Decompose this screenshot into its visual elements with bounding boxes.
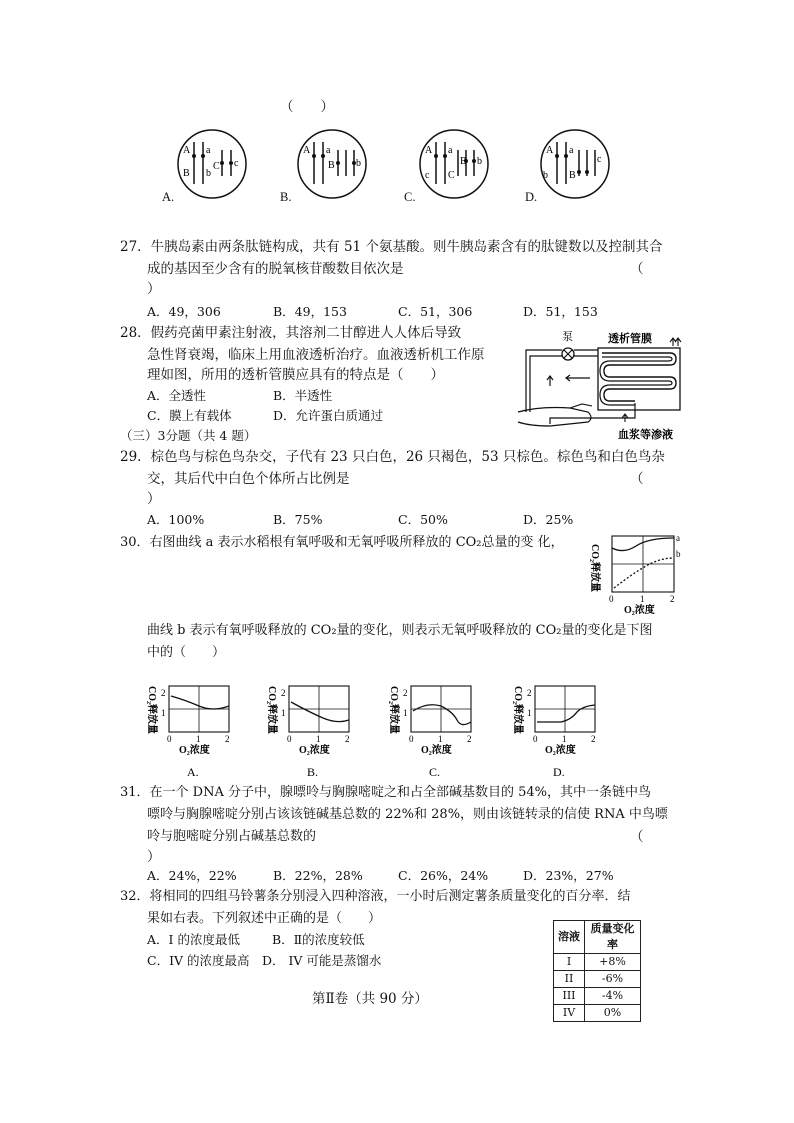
q27-line2: 成的基因至少含有的脱氧核苷酸数目依次是 [147,261,404,277]
q28-option-a: A．全透性 [147,388,207,403]
section-3-header: （三）3分题（共 4 题） [120,428,257,443]
svg-text:O₂浓度: O₂浓度 [179,745,210,756]
svg-text:1: 1 [527,708,532,718]
svg-text:CO₂释放量: CO₂释放量 [388,686,399,734]
q28-option-c: C．膜上有载体 [147,408,232,423]
table-row: I +8% [554,954,641,971]
option-graph-a [146,686,230,779]
cell-a-label-b: b [206,168,211,179]
cell-c-label-c: c [425,170,430,181]
q29-paren-open: （ [630,471,644,487]
q27-option-b: B．49，153 [273,304,347,319]
q28-line2: 急性肾衰竭，临床上用血液透析治疗。血液透析机工作原 [147,347,485,363]
q32-option-a: A．I 的浓度最低 [147,932,240,947]
cell-b-label-B: B [328,160,335,171]
q31-paren-close: ） [147,849,161,865]
q31-option-b: B．22%，28% [273,868,363,883]
opt-a-ylabel: CO₂释放量 [146,686,157,734]
cell-a-label-C: C [213,161,220,172]
cell-c-label-B: B [460,156,467,167]
option-graph-d [512,686,596,779]
svg-text:CO₂释放量: CO₂释放量 [266,686,277,734]
curve-b-label: b [676,549,681,559]
cell-a-label-A: A [183,145,191,156]
cell-a-label-c: c [234,158,239,169]
table-header-row [554,921,641,954]
q26-paren: （ ） [280,99,334,115]
q27-paren-close: ） [147,281,161,297]
q27-option-d: D．51，153 [523,304,598,319]
q27-option-a: A．49，306 [147,304,221,319]
q31-option-c: C．26%，24% [398,868,489,883]
svg-text:1: 1 [161,708,166,718]
main-tick-x1: 1 [640,594,645,604]
cell-d-label-c: c [597,154,602,165]
cell-diagram-b [298,130,366,198]
tube-label: 透析管膜 [608,333,652,345]
cell-a-label-B: B [183,168,190,179]
q30-line3: 中的（ ） [147,645,226,660]
opt-b-label: B. [307,765,319,779]
svg-text:2: 2 [345,734,350,744]
cell-c-label-a: a [448,145,453,156]
cell-c-label-C: C [448,170,455,181]
cell-d-label-a: a [569,145,574,156]
pump-label: 泵 [562,331,573,343]
dialysis-figure [510,326,690,444]
table-header-change: 质量变化率 [585,921,641,954]
svg-text:1: 1 [438,734,443,744]
part-two-heading: 第Ⅱ卷（共 90 分） [312,991,428,1007]
q29-option-d: D．25% [523,512,574,527]
svg-text:0: 0 [167,734,172,744]
svg-text:O₂浓度: O₂浓度 [299,745,330,756]
svg-text:0: 0 [409,734,414,744]
q31-option-a: A．24%，22% [147,868,237,883]
svg-text:O₂浓度: O₂浓度 [545,745,576,756]
cell-b-label-a: a [326,145,331,156]
main-tick-x0: 0 [609,594,614,604]
q28-option-b: B．半透性 [273,388,333,403]
cell-diagram-c [420,130,488,198]
table-row: III -4% [554,988,641,1005]
q28-line3: 理如图，所用的透析管膜应具有的特点是（ ） [147,367,444,383]
main-xlabel: O₂浓度 [624,605,655,616]
cell-d-label-b: b [543,170,548,181]
q31-option-d: D．23%，27% [523,868,614,883]
cell-a-label-a: a [206,145,211,156]
q29-option-a: A．100% [147,512,205,527]
q30-line1: 30．右图曲线 a 表示水稻根有氧呼吸和无氧呼吸所释放的 CO₂总量的变 化， [120,535,564,550]
cell-diagram-d [541,130,609,198]
main-tick-x2: 2 [670,594,675,604]
opt-c-label: C. [429,765,441,779]
q32-option-b: B．Ⅱ的浓度较低 [272,932,365,947]
q27-line1: 27．牛胰岛素由两条肽链构成，共有 51 个氨基酸。则牛胰岛素含有的肽键数以及控制其合 [120,239,663,255]
svg-text:2: 2 [281,688,286,698]
cell-d-label-A: A [546,145,554,156]
liquid-label: 血浆等渗液 [618,429,673,441]
svg-text:1: 1 [562,734,567,744]
q26-cell-diagrams [150,128,620,210]
cell-b-label-A: A [303,145,311,156]
q31-paren-open: （ [630,829,644,845]
table-row: IV 0% [554,1005,641,1022]
table-header-solution: 溶液 [554,921,585,954]
q30-line2: 曲线 b 表示有氧呼吸释放的 CO₂量的变化，则表示无氧呼吸释放的 CO₂量的变化是下图 [147,623,653,638]
q32-result-table [553,920,641,1022]
svg-text:O₂浓度: O₂浓度 [421,745,452,756]
cell-d-label-B: B [569,170,576,181]
curve-a-label: a [676,533,680,543]
option-graph-b [266,686,350,779]
q26-option-c: C. [404,190,416,204]
q30-main-graph [586,530,688,616]
q29-line2: 交，其后代中白色个体所占比例是 [147,471,350,487]
q28-line1: 28．假药亮菌甲素注射液，其溶剂二甘醇进人人体后导致 [120,325,462,341]
q30-option-graphs [145,678,635,782]
option-graph-c [388,686,472,779]
opt-d-label: D. [553,765,565,779]
svg-text:1: 1 [196,734,201,744]
svg-text:1: 1 [316,734,321,744]
q32-line1: 32．将相同的四组马铃薯条分别浸入四种溶液，一小时后测定薯条质量变化的百分率．结 [120,889,631,904]
q29-line1: 29．棕色鸟与棕色鸟杂交，子代有 23 只白色，26 只褐色，53 只棕色。棕色鸟和白色鸟杂 [120,449,665,465]
cell-c-label-b: b [477,156,482,167]
q28-option-d: D．允许蛋白质通过 [273,408,384,423]
svg-text:1: 1 [281,708,286,718]
q31-line1: 31．在一个 DNA 分子中，腺嘌呤与胸腺嘧啶之和占全部碱基数目的 54%，其中一条链中鸟 [120,785,652,800]
svg-text:2: 2 [527,688,532,698]
q26-option-b: B. [280,190,292,204]
cell-c-label-A: A [425,145,433,156]
table-row: II -6% [554,971,641,988]
svg-text:2: 2 [225,734,230,744]
cell-b-label-b: b [356,158,361,169]
q32-line2: 果如右表。下列叙述中正确的是（ ） [147,911,382,926]
svg-text:CO₂释放量: CO₂释放量 [512,686,523,734]
svg-text:1: 1 [403,708,408,718]
opt-a-label: A. [187,765,199,779]
q31-line2: 嘌呤与胸腺嘧啶分别占该该链碱基总数的 22%和 28%，则由该链转录的信使 RNA 中鸟嘌 [147,807,668,822]
svg-text:2: 2 [161,688,166,698]
q29-option-b: B．75% [273,512,323,527]
q31-line3: 呤与胞嘧啶分别占碱基总数的 [147,829,317,844]
q27-option-c: C．51，306 [398,304,473,319]
main-ylabel: CO₂释放量 [589,544,600,592]
q32-option-c: C．IV 的浓度最高 [147,953,250,968]
svg-text:0: 0 [533,734,538,744]
cell-diagram-a [178,130,246,198]
q26-option-d: D. [525,190,538,204]
q32-option-d: D． IV 可能是蒸馏水 [262,953,382,968]
q26-option-a: A. [162,190,175,204]
q27-paren-open: （ [630,261,644,277]
svg-text:0: 0 [287,734,292,744]
svg-text:2: 2 [403,688,408,698]
svg-text:2: 2 [467,734,472,744]
q29-option-c: C．50% [398,512,448,527]
q29-paren-close: ） [147,491,161,507]
svg-text:2: 2 [591,734,596,744]
